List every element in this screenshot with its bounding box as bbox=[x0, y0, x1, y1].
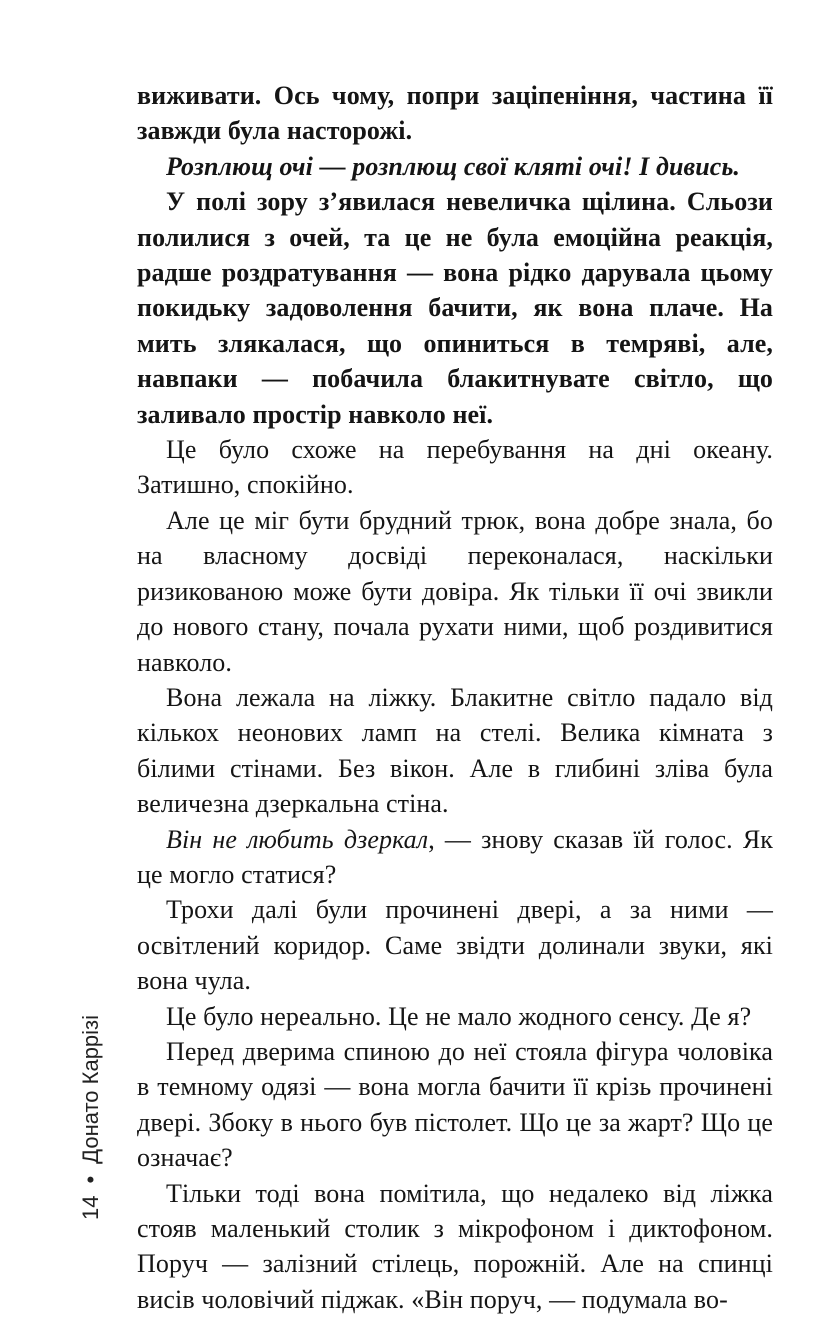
running-footer bbox=[78, 1015, 104, 1220]
paragraph-1: виживати. Ось чому, попри заціпеніння, частина її завжди була насторожі. bbox=[137, 81, 773, 146]
paragraph-11: Тільки тоді вона помітила, що недалеко від ліжка стояв маленький столик з мікрофоном і диктофоном. Поруч — залізний стілець, порожній. Але на спинці висів чоловічий піджак. «Він поруч, — подумала во- bbox=[137, 1178, 773, 1314]
paragraph-9: Це було нереально. Це не мало жодного сенсу. Де я? bbox=[166, 1001, 752, 1031]
paragraph-10: Перед дверима спиною до неї стояла фігура чоловіка в темному одязі — вона могла бачити її крізь прочинені двері. Збоку в нього був пістолет. Що це за жарт? Що це означає? bbox=[137, 1036, 773, 1173]
paragraph-5: Але це міг бути брудний трюк, вона добре знала, бо на власному досвіді переконалася, наскільки ризикованою може бути довіра. Як тільки її очі звикли до нового стану, почала рухати ними, щоб роздивитися навколо. bbox=[137, 505, 773, 677]
paragraph-4: Це було схоже на перебування на дні океану. Затишно, спокійно. bbox=[137, 435, 773, 500]
page-number: 14 bbox=[78, 1195, 103, 1220]
paragraph-2 bbox=[137, 149, 773, 184]
paragraph-3: У полі зору з’явилася невеличка щілина. Сльози полилися з очей, та це не була емоційна реакція, радше роздратування — вона рідко дарувала цьому покидьку задоволення бачити, як вона плаче. На мить злякалася, що опиниться в темряві, але, навпаки — побачила блакитнувате світло, що заливало простір навколо неї. bbox=[137, 187, 773, 429]
paragraph-6: Вона лежала на ліжку. Блакитне світло падало від кількох неонових ламп на стелі. Велика кімната з білими стінами. Без вікон. Але в глибині зліва була величезна дзеркальна стіна. bbox=[137, 682, 773, 819]
page-body-text bbox=[137, 78, 773, 1317]
paragraph-7 bbox=[137, 822, 773, 893]
paragraph-8: Трохи далі були прочинені двері, а за ними — освітлений коридор. Саме звідти долинали звуки, які вона чула. bbox=[137, 895, 773, 996]
italic-thought: Розплющ очі — розплющ свої кляті очі! І дивись. bbox=[166, 151, 741, 181]
italic-voice: Він не любить дзеркал bbox=[166, 824, 429, 854]
footer-separator: • bbox=[78, 1175, 103, 1184]
paragraph-7-rest: , — знову сказав їй голос. Як це могло статися? bbox=[137, 824, 773, 889]
author-name: Донато Каррізі bbox=[78, 1014, 103, 1164]
